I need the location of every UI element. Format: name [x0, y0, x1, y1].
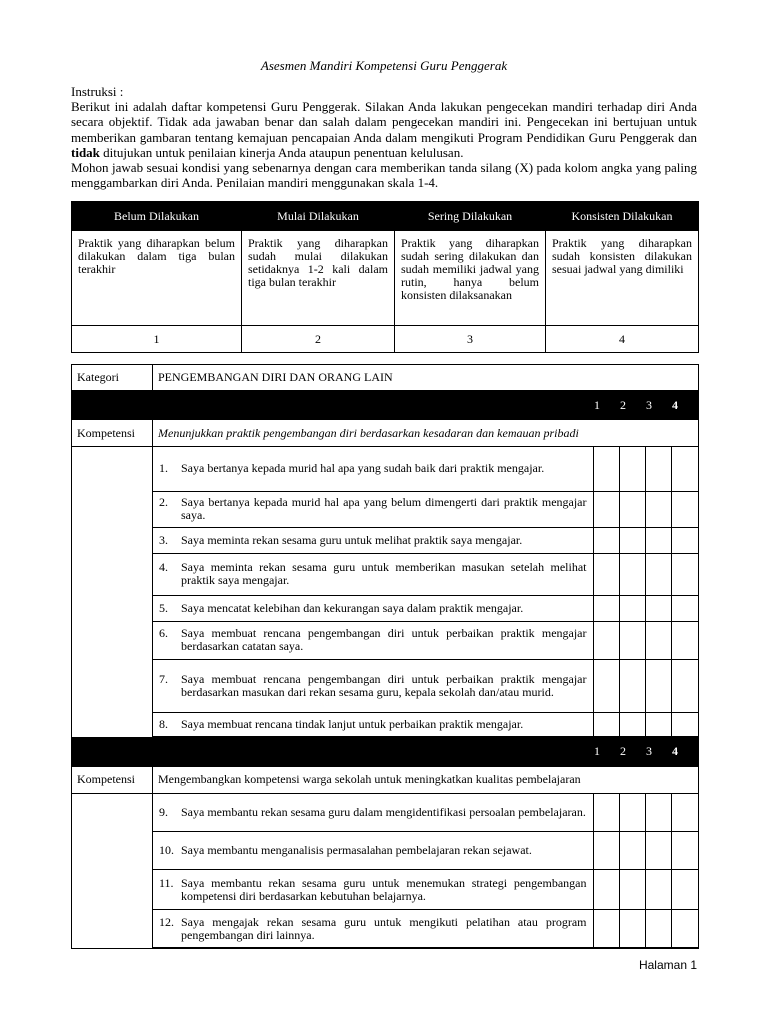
checkbox-score-1[interactable] [593, 621, 619, 659]
checkbox-score-2[interactable] [619, 910, 645, 948]
checkbox-score-2[interactable] [619, 832, 645, 870]
checkbox-score-2[interactable] [619, 712, 645, 736]
item-number: 5. [159, 600, 168, 615]
item-number: 1. [159, 461, 168, 476]
checkbox-score-2[interactable] [619, 447, 645, 491]
score-header-2: 2 [620, 397, 626, 412]
competency-1-items [153, 447, 698, 737]
score-header-row-1 [72, 391, 699, 420]
checkbox-score-4[interactable] [671, 447, 698, 491]
checkbox-score-2[interactable] [619, 659, 645, 712]
scale-table [71, 201, 699, 353]
checkbox-score-1[interactable] [593, 659, 619, 712]
item-text: Saya bertanya kepada murid hal apa yang belum dimengerti dari praktik mengajar saya. [181, 495, 587, 522]
checkbox-score-1[interactable] [593, 527, 619, 553]
checkbox-score-3[interactable] [645, 712, 671, 736]
checkbox-score-4[interactable] [671, 910, 698, 948]
scale-desc-1: Praktik yang diharapkan belum dilakukan dalam tiga bulan terakhir [72, 231, 242, 326]
scale-header-1: Belum Dilakukan [72, 202, 242, 231]
checkbox-score-3[interactable] [645, 659, 671, 712]
list-item [153, 553, 698, 595]
checkbox-score-4[interactable] [671, 491, 698, 527]
score-header-3: 3 [646, 397, 652, 412]
checkbox-score-1[interactable] [593, 553, 619, 595]
competency-2-items [153, 794, 698, 949]
list-item [153, 621, 698, 659]
checkbox-score-2[interactable] [619, 595, 645, 621]
list-item [153, 491, 698, 527]
checkbox-score-1[interactable] [593, 870, 619, 910]
kompetensi-title-1: Menunjukkan praktik pengembangan diri berdasarkan kesadaran dan kemauan pribadi [153, 420, 699, 447]
item-number: 3. [159, 532, 168, 547]
category-value: PENGEMBANGAN DIRI DAN ORANG LAIN [153, 365, 699, 391]
scale-num-1: 1 [72, 326, 242, 353]
item-text: Saya membuat rencana tindak lanjut untuk perbaikan praktik mengajar. [181, 716, 524, 731]
list-item [153, 527, 698, 553]
document-title: Asesmen Mandiri Kompetensi Guru Penggerak [260, 58, 508, 73]
checkbox-score-3[interactable] [645, 447, 671, 491]
checkbox-score-1[interactable] [593, 491, 619, 527]
score-header-4: 4 [672, 744, 678, 758]
item-number: 11. [159, 875, 174, 890]
checkbox-score-3[interactable] [645, 832, 671, 870]
list-item [153, 447, 698, 491]
score-header-2: 2 [620, 744, 626, 758]
score-header-row-2 [72, 737, 699, 766]
item-text: Saya membuat rencana pengembangan diri untuk perbaikan praktik mengajar berdasarkan catatan saya. [181, 626, 587, 653]
checkbox-score-3[interactable] [645, 621, 671, 659]
kompetensi-label: Kompetensi [72, 766, 153, 793]
item-text: Saya membantu rekan sesama guru untuk menemukan strategi pengembangan kompetensi diri berdasarkan kebutuhan belajarnya. [181, 875, 587, 903]
instructions-paragraph-2: Mohon jawab sesuai kondisi yang sebenarnya dengan cara memberikan tanda silang (X) pada kolom angka yang paling menggambarkan diri Anda. Penilaian mandiri menggunakan skala 1-4. [71, 160, 697, 191]
scale-header-4: Konsisten Dilakukan [546, 202, 699, 231]
item-number: 2. [159, 495, 168, 509]
score-header-3: 3 [646, 744, 652, 758]
scale-desc-3: Praktik yang diharapkan sudah sering dilakukan dan sudah memiliki jadwal yang rutin, hanya belum konsisten dilaksanakan [395, 231, 546, 326]
checkbox-score-3[interactable] [645, 595, 671, 621]
checkbox-score-4[interactable] [671, 870, 698, 910]
item-number: 4. [159, 560, 168, 574]
scale-num-3: 3 [395, 326, 546, 353]
item-text: Saya mencatat kelebihan dan kekurangan saya dalam praktik mengajar. [181, 600, 524, 615]
scale-header-3: Sering Dilakukan [395, 202, 546, 231]
list-item [153, 870, 698, 910]
instructions-label: Instruksi : [71, 84, 124, 99]
checkbox-score-3[interactable] [645, 794, 671, 832]
item-number: 12. [159, 914, 174, 929]
item-text: Saya mengajak rekan sesama guru untuk mengikuti pelatihan atau program pengembangan diri lainnya. [181, 914, 587, 942]
checkbox-score-2[interactable] [619, 621, 645, 659]
instructions [71, 84, 697, 190]
item-number: 10. [159, 843, 174, 857]
checkbox-score-1[interactable] [593, 447, 619, 491]
scale-desc-2: Praktik yang diharapkan sudah mulai dilakukan setidaknya 1-2 kali dalam tiga bulan terakhir [242, 231, 395, 326]
checkbox-score-3[interactable] [645, 527, 671, 553]
competency-table [71, 364, 699, 949]
item-text: Saya membantu menganalisis permasalahan pembelajaran rekan sejawat. [181, 843, 532, 857]
scale-header-2: Mulai Dilakukan [242, 202, 395, 231]
item-number: 8. [159, 716, 168, 731]
list-item [153, 659, 698, 712]
score-header-4: 4 [672, 397, 678, 412]
checkbox-score-4[interactable] [671, 595, 698, 621]
list-item [153, 910, 698, 948]
scale-desc-4: Praktik yang diharapkan sudah konsisten dilakukan sesuai jadwal yang dimiliki [546, 231, 699, 326]
checkbox-score-4[interactable] [671, 621, 698, 659]
category-label: Kategori [72, 365, 153, 391]
item-text: Saya membantu rekan sesama guru dalam mengidentifikasi persoalan pembelajaran. [181, 804, 586, 819]
checkbox-score-2[interactable] [619, 527, 645, 553]
score-header-1: 1 [594, 744, 600, 758]
checkbox-score-1[interactable] [593, 595, 619, 621]
list-item [153, 832, 698, 870]
item-text: Saya bertanya kepada murid hal apa yang sudah baik dari praktik mengajar. [181, 461, 545, 476]
item-number: 6. [159, 626, 168, 640]
checkbox-score-2[interactable] [619, 491, 645, 527]
item-number: 9. [159, 804, 168, 819]
checkbox-score-1[interactable] [593, 794, 619, 832]
checkbox-score-3[interactable] [645, 491, 671, 527]
checkbox-score-1[interactable] [593, 910, 619, 948]
checkbox-score-2[interactable] [619, 870, 645, 910]
checkbox-score-4[interactable] [671, 659, 698, 712]
checkbox-score-4[interactable] [671, 794, 698, 832]
checkbox-score-3[interactable] [645, 870, 671, 910]
checkbox-score-4[interactable] [671, 553, 698, 595]
kompetensi-title-2: Mengembangkan kompetensi warga sekolah untuk meningkatkan kualitas pembelajaran [153, 766, 699, 793]
kompetensi-label: Kompetensi [72, 420, 153, 447]
page-number: Halaman 1 [638, 958, 697, 972]
list-item [153, 595, 698, 621]
score-header-1: 1 [594, 397, 600, 412]
item-text: Saya meminta rekan sesama guru untuk memberikan masukan setelah melihat praktik saya mengajar. [181, 560, 587, 587]
kompetensi-spacer-1 [72, 447, 153, 738]
checkbox-score-3[interactable] [645, 910, 671, 948]
instructions-paragraph-1: Berikut ini adalah daftar kompetensi Guru Penggerak. Silakan Anda lakukan pengecekan mandiri terhadap diri Anda secara objektif. Tidak ada jawaban benar dan salah dalam pengecekan mandiri ini. Pengecekan ini bertujuan untuk memberikan gambaran tentang kemajuan pencapaian Anda dalam mengikuti Program Pendidikan Guru Penggerak dan tidak ditujukan untuk penilaian kinerja Anda ataupun penentuan kelulusan. [71, 99, 697, 160]
checkbox-score-4[interactable] [671, 712, 698, 736]
list-item [153, 712, 698, 736]
checkbox-score-3[interactable] [645, 553, 671, 595]
scale-num-2: 2 [242, 326, 395, 353]
checkbox-score-2[interactable] [619, 553, 645, 595]
checkbox-score-4[interactable] [671, 527, 698, 553]
item-text: Saya membuat rencana pengembangan diri untuk perbaikan praktik mengajar berdasarkan masukan dari rekan sesama guru, kepala sekolah dan/atau murid. [181, 671, 587, 699]
item-number: 7. [159, 671, 168, 686]
checkbox-score-4[interactable] [671, 832, 698, 870]
kompetensi-spacer-2 [72, 793, 153, 949]
item-text: Saya meminta rekan sesama guru untuk melihat praktik saya mengajar. [181, 532, 523, 547]
checkbox-score-1[interactable] [593, 712, 619, 736]
list-item [153, 794, 698, 832]
checkbox-score-1[interactable] [593, 832, 619, 870]
checkbox-score-2[interactable] [619, 794, 645, 832]
scale-num-4: 4 [546, 326, 699, 353]
